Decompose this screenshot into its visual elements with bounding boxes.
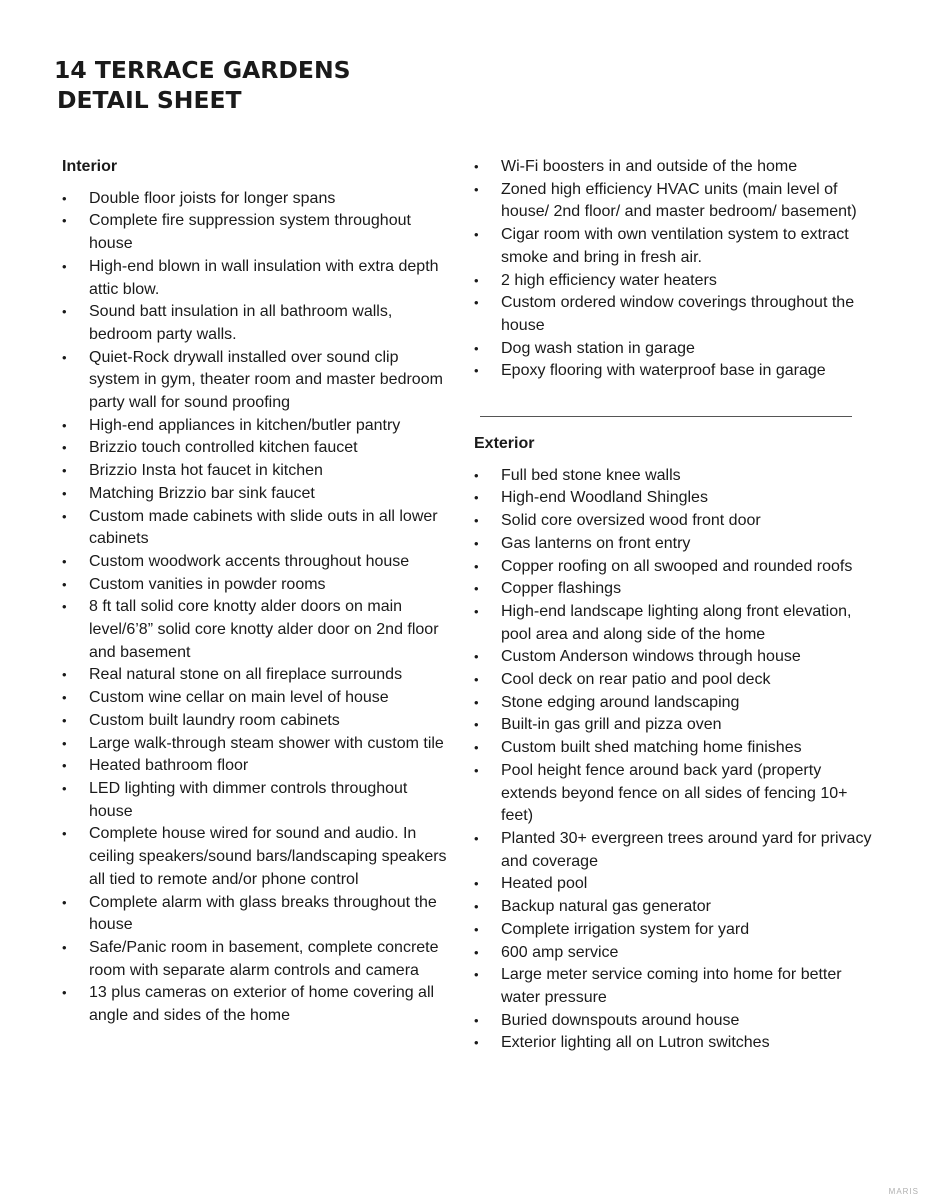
bullet-icon: • — [62, 826, 67, 842]
list-item — [474, 487, 874, 510]
section-divider — [480, 416, 852, 417]
list-item-text: Brizzio touch controlled kitchen faucet — [89, 439, 358, 457]
list-item — [62, 210, 452, 255]
bullet-icon: • — [474, 581, 479, 597]
list-item-text: Buried downspouts around house — [501, 1011, 740, 1029]
bullet-icon: • — [62, 304, 67, 320]
bullet-icon: • — [474, 694, 479, 710]
list-item-text: Custom made cabinets with slide outs in all lower cabinets — [89, 507, 438, 548]
bullet-icon: • — [62, 939, 67, 955]
list-item-text: Complete fire suppression system throughout house — [89, 212, 411, 253]
list-item — [474, 360, 874, 383]
list-item-text: Zoned high efficiency HVAC units (main level of house/ 2nd floor/ and master bedroom/ basement) — [501, 180, 857, 221]
list-item — [474, 964, 874, 1009]
bullet-icon: • — [474, 921, 479, 937]
list-item — [62, 982, 452, 1027]
bullet-icon: • — [474, 603, 479, 619]
list-item — [474, 156, 874, 179]
bullet-icon: • — [62, 712, 67, 728]
list-item-text: Safe/Panic room in basement, complete concrete room with separate alarm controls and camera — [89, 938, 439, 979]
list-item — [474, 1010, 874, 1033]
bullet-icon: • — [62, 735, 67, 751]
maris-watermark: MARIS — [888, 1187, 919, 1196]
list-item — [62, 823, 452, 891]
list-item — [62, 415, 452, 438]
list-item-text: Sound batt insulation in all bathroom walls, bedroom party walls. — [89, 303, 393, 343]
bullet-icon: • — [62, 894, 67, 910]
bullet-icon: • — [474, 649, 479, 665]
bullet-icon: • — [474, 295, 479, 311]
list-item — [62, 256, 452, 301]
list-item-text: Double floor joists for longer spans — [89, 189, 336, 207]
list-item-text: Cool deck on rear patio and pool deck — [501, 671, 771, 689]
list-item-text: Large meter service coming into home for better water pressure — [501, 966, 842, 1006]
page-title — [54, 55, 351, 115]
list-item-text: Complete irrigation system for yard — [501, 920, 750, 938]
bullet-icon: • — [474, 740, 479, 756]
list-item — [474, 533, 874, 556]
list-item-text: Built-in gas grill and pizza oven — [501, 716, 722, 734]
list-item — [474, 179, 874, 224]
left-column — [62, 156, 452, 1028]
list-item-text: Complete house wired for sound and audio. In ceiling speakers/sound bars/landscaping speakers all tied to remote and/or phone control — [89, 825, 447, 888]
list-item — [474, 224, 874, 269]
list-item-text: Gas lanterns on front entry — [501, 534, 691, 552]
list-item-text: High-end appliances in kitchen/butler pantry — [89, 416, 401, 434]
bullet-icon: • — [474, 467, 479, 483]
bullet-icon: • — [62, 213, 67, 229]
bullet-icon: • — [474, 944, 479, 960]
list-item — [62, 596, 452, 664]
bullet-icon: • — [474, 558, 479, 574]
bullet-icon: • — [474, 181, 479, 197]
list-item — [62, 574, 452, 597]
list-item-text: LED lighting with dimmer controls throughout house — [89, 779, 408, 820]
list-item — [474, 601, 874, 646]
list-item — [474, 510, 874, 533]
list-item-text: Large walk-through steam shower with custom tile — [89, 734, 444, 752]
bullet-icon: • — [62, 190, 67, 206]
bullet-icon: • — [62, 508, 67, 524]
list-item — [474, 646, 874, 669]
title-line-1: 14 TERRACE GARDENS — [54, 56, 351, 84]
list-item-text: Heated bathroom floor — [89, 757, 249, 775]
list-item — [474, 714, 874, 737]
list-item-text: High-end blown in wall insulation with extra depth attic blow. — [89, 257, 439, 298]
list-item-text: Custom ordered window coverings throughout the house — [501, 294, 855, 334]
bullet-icon: • — [62, 985, 67, 1001]
list-item-text: Wi-Fi boosters in and outside of the home — [501, 158, 798, 175]
bullet-icon: • — [62, 780, 67, 796]
list-item — [62, 460, 452, 483]
bullet-icon: • — [474, 159, 479, 174]
list-item — [474, 828, 874, 873]
list-item-text: 8 ft tall solid core knotty alder doors on main level/6’8” solid core knotty alder door on 2nd floor and basement — [89, 598, 439, 661]
list-item-text: Heated pool — [501, 875, 588, 893]
list-item — [474, 669, 874, 692]
list-item — [62, 188, 452, 211]
list-item — [62, 710, 452, 733]
list-item — [62, 551, 452, 574]
bullet-icon: • — [62, 417, 67, 433]
bullet-icon: • — [474, 227, 479, 243]
title-line-2: DETAIL SHEET — [57, 86, 242, 114]
list-item-text: Solid core oversized wood front door — [501, 512, 761, 530]
list-item — [62, 778, 452, 823]
list-item-text: Full bed stone knee walls — [501, 466, 681, 484]
list-item — [62, 506, 452, 551]
list-item-text: Copper flashings — [501, 580, 622, 598]
list-item — [474, 338, 874, 361]
list-item-text: Quiet-Rock drywall installed over sound clip system in gym, theater room and master bedroom party wall for sound proofing — [89, 348, 443, 412]
bullet-icon: • — [62, 667, 67, 683]
bullet-icon: • — [62, 553, 67, 569]
list-item-text: Dog wash station in garage — [501, 339, 695, 357]
bullet-icon: • — [474, 762, 479, 778]
bullet-icon: • — [62, 258, 67, 274]
bullet-icon: • — [474, 899, 479, 915]
list-item-text: Planted 30+ evergreen trees around yard for privacy and coverage — [501, 829, 872, 870]
bullet-icon: • — [62, 599, 67, 615]
list-item-text: Backup natural gas generator — [501, 898, 711, 916]
bullet-icon: • — [62, 758, 67, 774]
list-item-text: 13 plus cameras on exterior of home covering all angle and sides of the home — [89, 984, 435, 1025]
list-item-text: Custom built shed matching home finishes — [501, 739, 802, 757]
list-item — [62, 937, 452, 982]
list-item — [62, 733, 452, 756]
bullet-icon: • — [62, 440, 67, 456]
interior-list — [62, 188, 452, 1028]
list-item-text: Stone edging around landscaping — [501, 693, 740, 711]
bullet-icon: • — [474, 967, 479, 983]
list-item — [474, 942, 874, 965]
list-item-text: Custom wine cellar on main level of house — [89, 689, 389, 707]
list-item — [62, 301, 452, 346]
list-item — [474, 1032, 874, 1055]
list-item-text: High-end Woodland Shingles — [501, 489, 708, 507]
interior-continued-list — [474, 156, 874, 383]
list-item-text: 2 high efficiency water heaters — [501, 271, 717, 289]
list-item — [474, 270, 874, 293]
list-item-text: Complete alarm with glass breaks throughout the house — [89, 893, 437, 934]
list-item-text: Cigar room with own ventilation system to extract smoke and bring in fresh air. — [501, 226, 849, 266]
list-item — [474, 737, 874, 760]
list-item-text: 600 amp service — [501, 943, 619, 961]
list-item — [474, 873, 874, 896]
list-item-text: Real natural stone on all fireplace surrounds — [89, 666, 403, 684]
list-item — [62, 755, 452, 778]
list-item-text: Custom woodwork accents throughout house — [89, 552, 410, 570]
bullet-icon: • — [474, 513, 479, 529]
bullet-icon: • — [474, 340, 479, 356]
list-item — [62, 687, 452, 710]
bullet-icon: • — [474, 363, 479, 379]
bullet-icon: • — [474, 830, 479, 846]
list-item — [474, 692, 874, 715]
right-column — [474, 156, 874, 1055]
list-item — [474, 760, 874, 828]
list-item — [62, 664, 452, 687]
bullet-icon: • — [62, 463, 67, 479]
list-item — [474, 556, 874, 579]
bullet-icon: • — [62, 576, 67, 592]
list-item-text: Custom Anderson windows through house — [501, 648, 801, 666]
list-item-text: Custom built laundry room cabinets — [89, 711, 340, 729]
list-item-text: Exterior lighting all on Lutron switches — [501, 1034, 770, 1052]
exterior-heading: Exterior — [474, 435, 535, 453]
list-item — [474, 465, 874, 488]
list-item — [474, 292, 874, 337]
list-item — [62, 483, 452, 506]
bullet-icon: • — [474, 672, 479, 688]
list-item-text: Copper roofing on all swooped and rounded roofs — [501, 557, 853, 575]
list-item-text: Brizzio Insta hot faucet in kitchen — [89, 462, 323, 480]
list-item-text: High-end landscape lighting along front elevation, pool area and along side of the home — [501, 602, 852, 643]
list-item — [62, 347, 452, 415]
list-item — [474, 578, 874, 601]
bullet-icon: • — [474, 1035, 479, 1051]
list-item-text: Matching Brizzio bar sink faucet — [89, 484, 315, 502]
bullet-icon: • — [62, 690, 67, 706]
list-item — [62, 892, 452, 937]
bullet-icon: • — [474, 1012, 479, 1028]
list-item-text: Epoxy flooring with waterproof base in garage — [501, 362, 826, 380]
bullet-icon: • — [474, 272, 479, 288]
list-item-text: Custom vanities in powder rooms — [89, 575, 326, 593]
bullet-icon: • — [474, 717, 479, 733]
interior-heading: Interior — [62, 158, 118, 175]
bullet-icon: • — [474, 876, 479, 892]
bullet-icon: • — [62, 485, 67, 501]
list-item — [474, 896, 874, 919]
list-item — [62, 437, 452, 460]
list-item — [474, 919, 874, 942]
bullet-icon: • — [62, 349, 67, 365]
exterior-list — [474, 465, 874, 1055]
list-item-text: Pool height fence around back yard (property extends beyond fence on all sides of fencing 10+ feet) — [501, 761, 848, 825]
bullet-icon: • — [474, 490, 479, 506]
bullet-icon: • — [474, 535, 479, 551]
